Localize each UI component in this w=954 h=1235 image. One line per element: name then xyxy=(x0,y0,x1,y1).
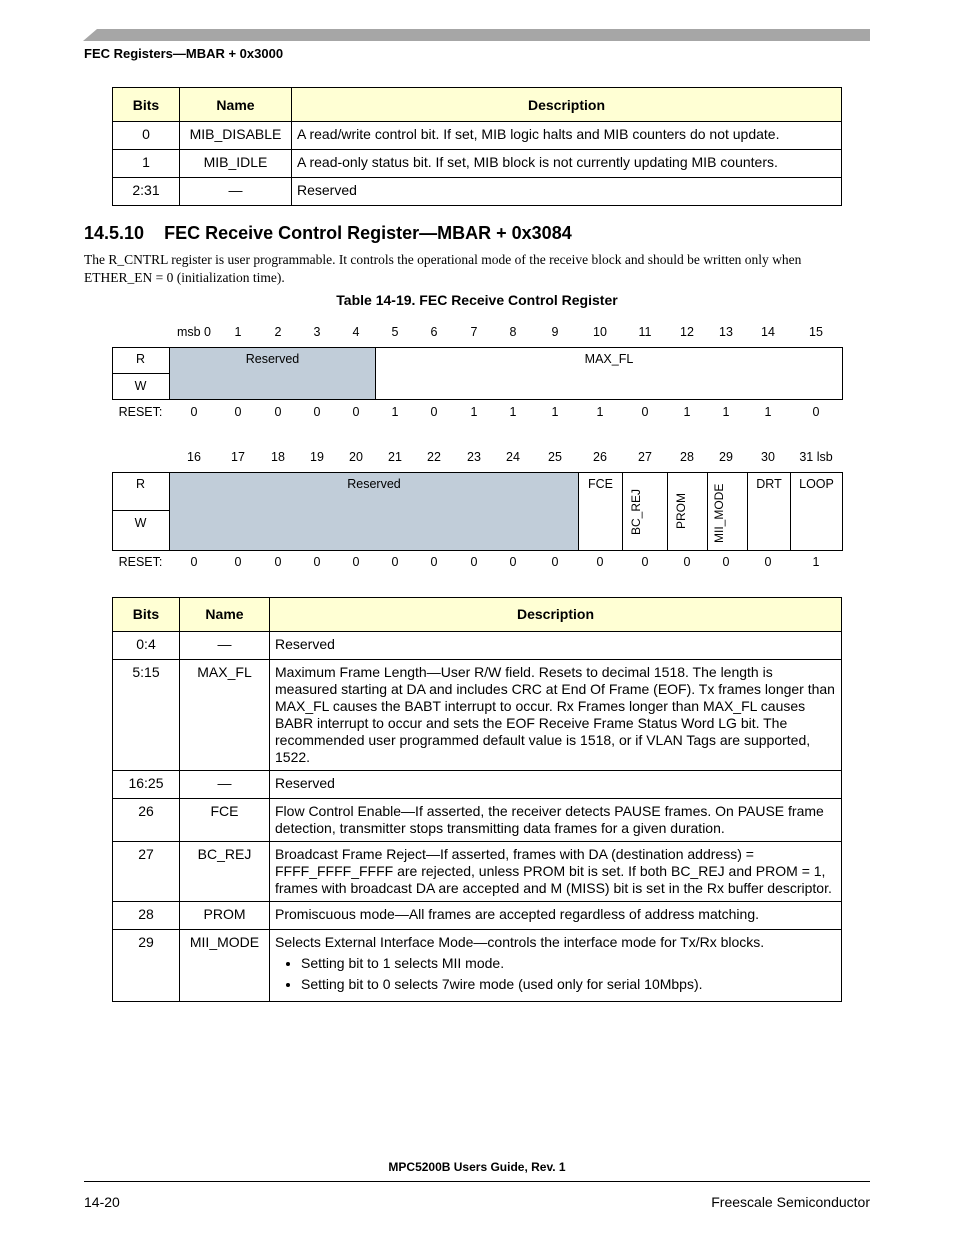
bit-label: 12 xyxy=(680,325,694,339)
field-bc-rej-cell xyxy=(623,473,668,550)
cell-description: Selects External Interface Mode—controls the interface mode for Tx/Rx blocks. xyxy=(275,934,765,950)
reset-value: 0 xyxy=(509,555,517,569)
reset-value: 0 xyxy=(430,555,438,569)
cell-description: A read-only status bit. If set, MIB block is not currently updating MIB counters. xyxy=(292,150,842,178)
bit-label: 3 xyxy=(313,325,321,339)
field-mii-mode: MII_MODE xyxy=(712,483,726,543)
field-drt: DRT xyxy=(748,473,791,550)
reset-value: 0 xyxy=(313,555,321,569)
cell-name: MII_MODE xyxy=(180,930,270,1002)
bit-label: 23 xyxy=(467,450,481,464)
field-reserved: Reserved xyxy=(169,473,579,550)
bit-label: 11 xyxy=(638,325,652,339)
bit-label: 20 xyxy=(349,450,363,464)
bit-label: 21 xyxy=(388,450,402,464)
cell-bits: 28 xyxy=(113,902,180,930)
cell-name: — xyxy=(180,632,270,660)
col-header-description: Description xyxy=(292,88,842,122)
bit-label: 4 xyxy=(352,325,360,339)
cell-bits: 0:4 xyxy=(113,632,180,660)
field-mii-mode-cell xyxy=(708,473,748,550)
reset-value: 0 xyxy=(430,405,438,419)
row-label-reset: RESET: xyxy=(118,405,163,419)
bit-label: 19 xyxy=(310,450,324,464)
reset-value: 0 xyxy=(391,555,399,569)
table-row xyxy=(113,178,842,206)
cell-name: MIB_DISABLE xyxy=(180,122,292,150)
reset-value: 0 xyxy=(352,405,360,419)
reset-value: 0 xyxy=(596,555,604,569)
reset-value: 0 xyxy=(190,405,198,419)
mib-bits-table xyxy=(112,87,842,206)
reset-value: 1 xyxy=(722,405,730,419)
reset-value: 1 xyxy=(551,405,559,419)
cell-description: Reserved xyxy=(292,178,842,206)
bit-label: 28 xyxy=(680,450,694,464)
field-fce: FCE xyxy=(579,473,623,550)
table-row xyxy=(113,842,842,902)
bit-label: 13 xyxy=(719,325,733,339)
col-header-name: Name xyxy=(180,88,292,122)
bit-label: 30 xyxy=(761,450,775,464)
header-bar xyxy=(83,29,870,41)
bit-label: 25 xyxy=(548,450,562,464)
row-label-r: R xyxy=(135,477,146,491)
cell-description: A read/write control bit. If set, MIB logic halts and MIB counters do not update. xyxy=(292,122,842,150)
bit-label: msb 0 xyxy=(176,325,212,339)
reset-value: 0 xyxy=(812,405,820,419)
reset-value: 0 xyxy=(190,555,198,569)
row-label-reset: RESET: xyxy=(118,555,163,569)
row-label-r: R xyxy=(135,352,146,366)
reset-value: 0 xyxy=(234,405,242,419)
cell-description-container xyxy=(270,930,842,1002)
bit-label: 5 xyxy=(391,325,399,339)
bit-label: 2 xyxy=(274,325,282,339)
bit-label: 31 lsb xyxy=(799,450,833,464)
col-header-name: Name xyxy=(180,598,270,632)
col-header-bits: Bits xyxy=(113,598,180,632)
reset-value: 1 xyxy=(683,405,691,419)
page-number: 14-20 xyxy=(84,1194,120,1210)
cell-description: Reserved xyxy=(270,771,842,799)
table-row xyxy=(113,122,842,150)
field-prom: PROM xyxy=(674,493,688,529)
reset-value: 1 xyxy=(812,555,820,569)
cell-description: Maximum Frame Length—User R/W field. Resets to decimal 1518. The length is measured starting at DA and includes CRC at End Of Frame (EOF). Tx frames longer than MAX_FL causes the BABT interrupt to occur. Rx Frames longer than MAX_FL causes BABR interrupt to occur and sets the EOF Receive Frame Status Word LG bit. The recommended user programmed default value is 1518, or if VLAN Tags are supported, 1522. xyxy=(270,660,842,771)
reset-value: 1 xyxy=(509,405,517,419)
rw-divider xyxy=(112,373,169,374)
cell-name: PROM xyxy=(180,902,270,930)
cell-name: MAX_FL xyxy=(180,660,270,771)
bit-label: 15 xyxy=(809,325,823,339)
reset-value: 0 xyxy=(352,555,360,569)
bit-label: 6 xyxy=(430,325,438,339)
bit-label: 7 xyxy=(470,325,478,339)
bit-label: 10 xyxy=(593,325,607,339)
reset-value: 0 xyxy=(551,555,559,569)
field-max-fl: MAX_FL xyxy=(584,352,634,366)
section-title: FEC Receive Control Register—MBAR + 0x3084 xyxy=(164,223,572,243)
reset-value: 0 xyxy=(722,555,730,569)
cell-name: MIB_IDLE xyxy=(180,150,292,178)
cell-description: Reserved xyxy=(270,632,842,660)
field-description-table xyxy=(112,597,842,1002)
table-row xyxy=(113,902,842,930)
bit-label: 16 xyxy=(187,450,201,464)
table-row xyxy=(113,660,842,771)
cell-bits: 29 xyxy=(113,930,180,1002)
bit-label: 27 xyxy=(638,450,652,464)
footer-doc-title: MPC5200B Users Guide, Rev. 1 xyxy=(388,1160,566,1174)
cell-description: Broadcast Frame Reject—If asserted, frames with DA (destination address) = FFFF_FFFF_FFFF are rejected, unless PROM bit is set. If both BC_REJ and PROM = 1, frames with broadcast DA are accepted and M (MISS) bit is set in the Rx buffer descriptor. xyxy=(270,842,842,902)
cell-bits: 26 xyxy=(113,799,180,842)
section-paragraph: The R_CNTRL register is user programmable. It controls the operational mode of the receive block and should be written only when ETHER_EN = 0 (initialization time). xyxy=(84,252,802,285)
cell-description: Flow Control Enable—If asserted, the receiver detects PAUSE frames. On PAUSE frame detection, transmitter stops transmitting data frames for a given duration. xyxy=(270,799,842,842)
cell-bits: 5:15 xyxy=(113,660,180,771)
row-label-w: W xyxy=(134,516,147,530)
field-prom-cell xyxy=(668,473,708,550)
field-loop: LOOP xyxy=(799,477,834,491)
cell-description: Promiscuous mode—All frames are accepted regardless of address matching. xyxy=(270,902,842,930)
cell-name: — xyxy=(180,178,292,206)
bit-label: 24 xyxy=(506,450,520,464)
table-row xyxy=(113,930,842,1002)
list-item: • Setting bit to 1 selects MII mode. xyxy=(301,955,836,972)
col-header-description: Description xyxy=(270,598,842,632)
footer-divider xyxy=(84,1181,870,1182)
reset-value: 0 xyxy=(641,555,649,569)
table-row xyxy=(113,632,842,660)
col-header-bits: Bits xyxy=(113,88,180,122)
reset-value: 0 xyxy=(234,555,242,569)
reset-value: 0 xyxy=(274,405,282,419)
row-label-w: W xyxy=(134,379,147,393)
table-row xyxy=(113,150,842,178)
bit-label: 14 xyxy=(761,325,775,339)
table-row xyxy=(113,771,842,799)
cell-name: — xyxy=(180,771,270,799)
bit-label: 29 xyxy=(719,450,733,464)
bit-label: 8 xyxy=(509,325,517,339)
field-bc-rej: BC_REJ xyxy=(629,488,643,535)
bit-label: 22 xyxy=(427,450,441,464)
bit-label: 17 xyxy=(231,450,245,464)
cell-name: BC_REJ xyxy=(180,842,270,902)
reset-value: 1 xyxy=(470,405,478,419)
field-reserved: Reserved xyxy=(169,348,376,399)
section-number: 14.5.10 xyxy=(84,223,145,243)
cell-bits: 27 xyxy=(113,842,180,902)
reset-value: 1 xyxy=(596,405,604,419)
reset-value: 0 xyxy=(641,405,649,419)
bit-label: 26 xyxy=(593,450,607,464)
reset-value: 0 xyxy=(313,405,321,419)
table-caption: Table 14-19. FEC Receive Control Register xyxy=(336,292,618,308)
reset-value: 1 xyxy=(764,405,772,419)
bit-label: 18 xyxy=(271,450,285,464)
cell-bits: 1 xyxy=(113,150,180,178)
reset-value: 0 xyxy=(274,555,282,569)
cell-bits: 16:25 xyxy=(113,771,180,799)
footer-company: Freescale Semiconductor xyxy=(711,1194,870,1210)
list-item: • Setting bit to 0 selects 7wire mode (used only for serial 10Mbps). xyxy=(301,976,836,993)
section-heading xyxy=(84,223,572,244)
table-row xyxy=(113,799,842,842)
cell-bits: 2:31 xyxy=(113,178,180,206)
cell-bits: 0 xyxy=(113,122,180,150)
reset-value: 1 xyxy=(391,405,399,419)
reset-value: 0 xyxy=(470,555,478,569)
header-bar-notch xyxy=(83,29,97,41)
rw-divider xyxy=(112,510,169,511)
reset-value: 0 xyxy=(764,555,772,569)
cell-name: FCE xyxy=(180,799,270,842)
bit-label: 9 xyxy=(551,325,559,339)
reset-value: 0 xyxy=(683,555,691,569)
bit-label: 1 xyxy=(234,325,242,339)
running-header: FEC Registers—MBAR + 0x3000 xyxy=(84,46,284,61)
bullet-list xyxy=(275,955,836,993)
